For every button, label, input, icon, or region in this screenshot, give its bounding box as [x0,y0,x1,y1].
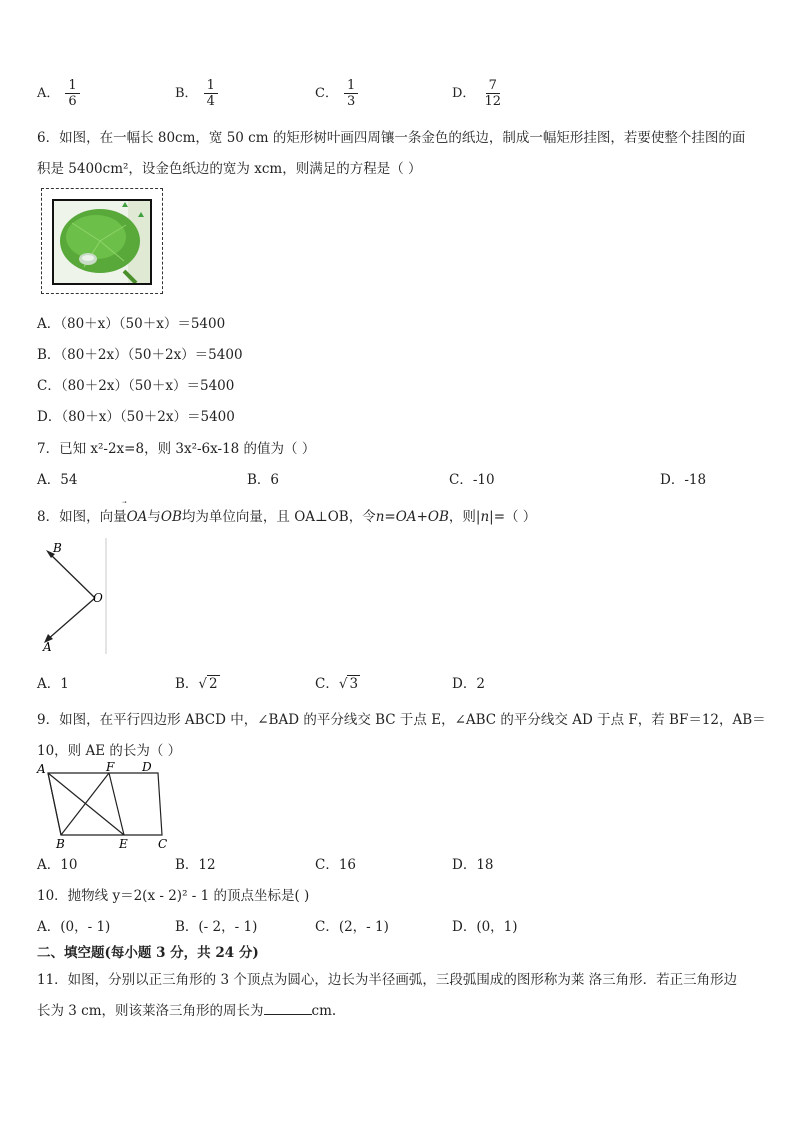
section-heading-fill-in: 二、填空题(每小题 3 分，共 24 分) [37,945,259,961]
q10-option-a: A．(0，- 1) [37,919,111,935]
q10-stem: 10．抛物线 y＝2(x - 2)² - 1 的顶点坐标是( ) [37,888,310,904]
q8-option-c: C．√ 3 [315,676,359,692]
q6-option-d: D．（80＋x）（50＋2x）＝5400 [37,409,235,425]
leaf-picture [52,199,152,285]
q10-option-b: B．(- 2，- 1) [175,919,258,935]
leaf-picture-frame [41,188,163,294]
q6-stem-line2: 积是 5400cm²，设金色纸边的宽为 xcm，则满足的方程是（ ） [37,161,422,177]
q10-option-c: C．(2，- 1) [315,919,389,935]
q10-option-d: D．(0，1) [452,919,518,935]
q9-stem-line2: 10，则 AE 的长为（ ） [37,743,182,759]
q6-stem-line1: 6．如图，在一幅长 80cm，宽 50 cm 的矩形树叶画四周镶一条金色的纸边，制成一幅矩形挂图，若要使整个挂图的面 [37,130,746,146]
vector-oa-2: OA [395,509,417,525]
q7-option-c: C．-10 [449,472,495,488]
label-d: D [142,760,152,774]
q11-stem-line2: 长为 3 cm，则该莱洛三角形的周长为 cm. [37,1003,337,1019]
label-f: F [106,760,115,774]
q8-vector-figure [37,538,109,654]
vector-oa: OA [126,509,148,525]
vector-n: n [375,509,385,525]
q7-option-d: D．-18 [660,472,707,488]
vector-ob: OB [160,509,182,525]
q6-option-b: B．（80＋2x）（50＋2x）＝5400 [37,347,243,363]
label-o: O [93,591,103,605]
q8-stem: 8．如图，向量 OA与OB均为单位向量，且 OA⊥OB，令n=OA+OB，则|n|=（ ） [37,509,537,525]
q11-stem-line1: 11．如图，分别以正三角形的 3 个顶点为圆心，边长为半径画弧，三段弧围成的图形称为莱 洛三角形．若正三角形边 [37,972,738,988]
q9-option-b: B．12 [175,857,216,873]
q9-option-c: C．16 [315,857,357,873]
label-a: A [37,762,46,776]
q5-option-c: C． $\frac{1}{3}$ [315,78,358,109]
q8-option-a: A．1 [37,676,69,692]
q8-option-b: B．√ 2 [175,676,218,692]
q7-option-b: B．6 [247,472,280,488]
parallelogram-figure [36,760,176,850]
label-b: B [53,541,62,555]
answer-blank[interactable] [264,1002,312,1015]
q7-stem: 7．已知 x²-2x=8，则 3x²-6x-18 的值为（ ） [37,441,316,457]
vector-ob-2: OB [427,509,449,525]
q6-option-c: C．（80＋2x）（50＋x）＝5400 [37,378,235,394]
label-e: E [119,837,128,850]
leaf-image [54,201,150,283]
q8-option-d: D．2 [452,676,485,692]
label-a: A [43,640,52,654]
label-c: C [158,837,168,850]
q5-option-a: A． $\frac{1}{6}$ [37,78,80,109]
q5-option-b: B． $\frac{1}{4}$ [175,78,218,109]
q9-option-a: A．10 [37,857,78,873]
q5-option-d: D． $\frac{7}{12}$ [452,78,501,109]
label-b: B [56,837,65,850]
q9-stem-line1: 9．如图，在平行四边形 ABCD 中，∠BAD 的平分线交 BC 于点 E，∠ABC 的平分线交 AD 于点 F，若 BF＝12，AB＝ [37,712,766,728]
q9-option-d: D．18 [452,857,494,873]
q6-option-a: A．（80＋x）（50＋x）＝5400 [37,316,226,332]
vector-n-2: n [480,509,490,525]
q7-option-a: A．54 [37,472,78,488]
